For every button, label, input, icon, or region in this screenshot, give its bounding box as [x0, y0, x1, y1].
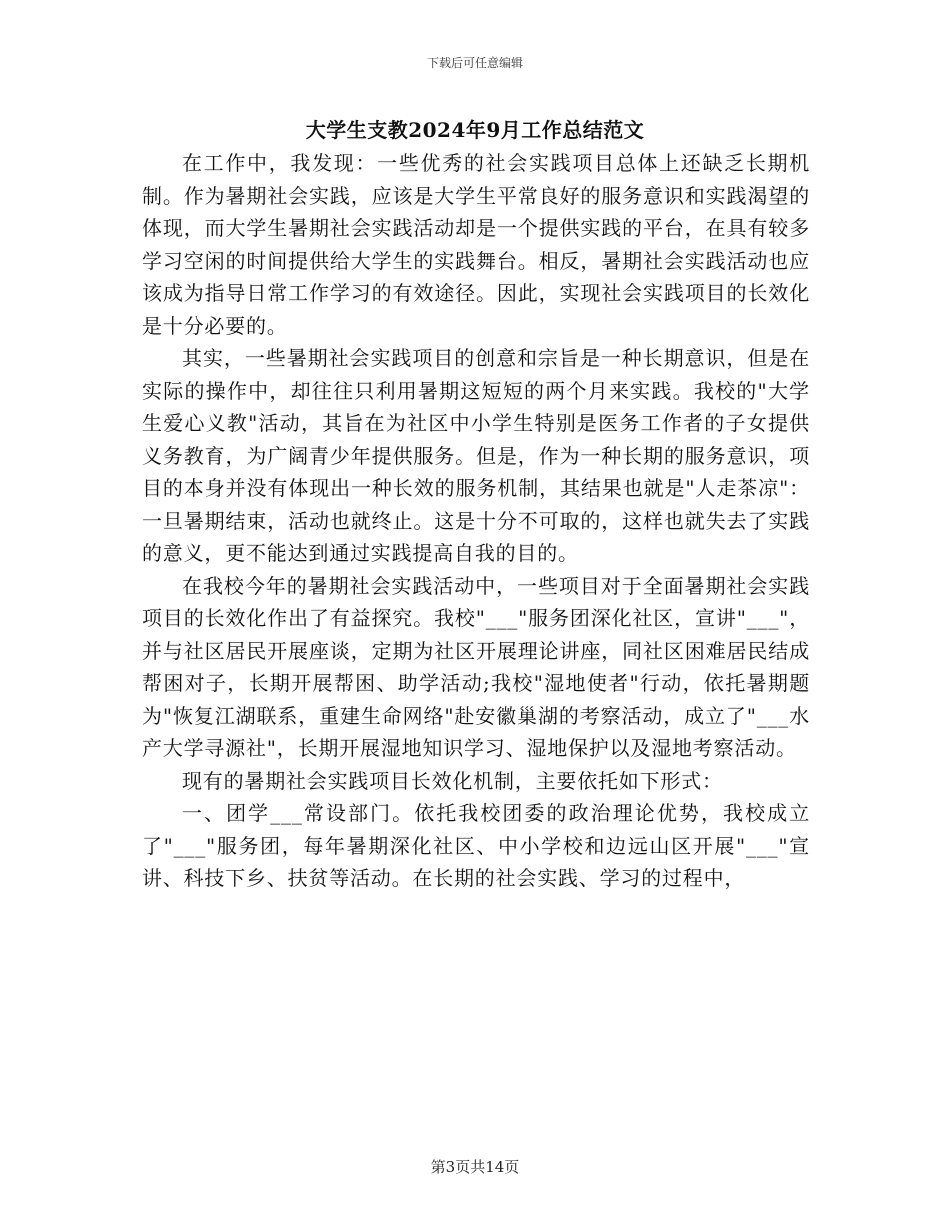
paragraph: 其实，一些暑期社会实践项目的创意和宗旨是一种长期意识，但是在实际的操作中，却往往只利用暑期这短短的两个月来实践。我校的"大学生爱心义教"活动，其旨在为社区中小学生特别是医务工作者的子女提供义务教育，为广阔青少年提供服务。但是，作为一种长期的服务意识，项目的本身并没有体现出一种长效的服务机制，其结果也就是"人走茶凉"：一旦暑期结束，活动也就终止。这是十分不可取的，这样也就失去了实践的意义，更不能达到通过实践提高自我的目的。 — [142, 346, 810, 565]
paragraph: 现有的暑期社会实践项目长效化机制，主要依托如下形式： — [182, 768, 723, 793]
page-number: 第3页共14页 — [430, 1158, 520, 1176]
document-body — [142, 147, 810, 895]
document-title: 大学生支教2024年9月工作总结范文 — [305, 118, 645, 142]
paragraph: 在我校今年的暑期社会实践活动中，一些项目对于全面暑期社会实践项目的长效化作出了有益探究。我校"___"服务团深化社区，宣讲"___"，并与社区居民开展座谈，定期为社区开展理论讲座，同社区困难居民结成帮困对子，长期开展帮困、助学活动;我校"湿地使者"行动，依托暑期题为"恢复江湖联系，重建生命网络"赴安徽巢湖的考察活动，成立了"___水产大学寻源社"，长期开展湿地知识学习、湿地保护以及湿地考察活动。 — [142, 573, 810, 760]
paragraph: 在工作中，我发现：一些优秀的社会实践项目总体上还缺乏长期机制。作为暑期社会实践，应该是大学生平常良好的服务意识和实践渴望的体现，而大学生暑期社会实践活动却是一个提供实践的平台，在具有较多学习空闲的时间提供给大学生的实践舞台。相反，暑期社会实践活动也应该成为指导日常工作学习的有效途径。因此，实现社会实践项目的长效化是十分必要的。 — [142, 151, 810, 338]
paragraph: 一、团学___常设部门。依托我校团委的政治理论优势，我校成立了"___"服务团，每年暑期深化社区、中小学校和边远山区开展"___"宣讲、科技下乡、扶贫等活动。在长期的社会实践、学习的过程中， — [142, 801, 810, 890]
header-note: 下载后可任意编辑 — [426, 56, 523, 70]
